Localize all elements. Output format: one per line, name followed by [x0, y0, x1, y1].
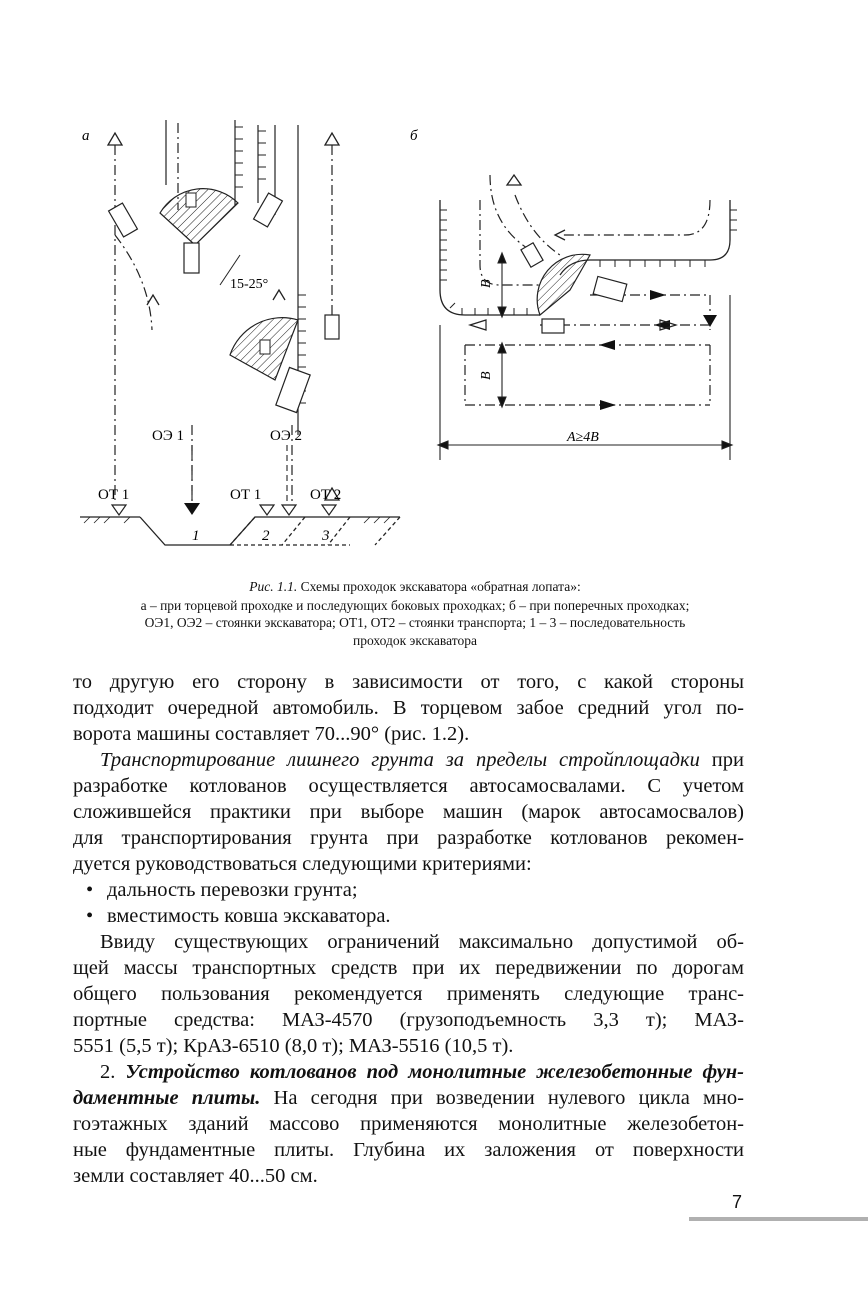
oe2-label: ОЭ 2 — [270, 428, 302, 444]
text-line: для транспортирования грунта при разработке котлованов рекомен- — [73, 827, 744, 849]
text-line: щей массы транспортных средств при их передвижении по дорогам — [73, 957, 744, 979]
oe1-label: ОЭ 1 — [152, 428, 184, 444]
pass-1-label: 1 — [192, 528, 200, 544]
text-line: даментные плиты. На сегодня при возведении нулевого цикла мно- — [73, 1087, 744, 1109]
text-line: разработке котлованов осуществляется автосамосвалами. С учетом — [73, 775, 744, 797]
angle-label: 15-25° — [230, 277, 269, 292]
figure-caption-line: а – при торцевой проходке и последующих боковых проходках; б – при поперечных проходках; — [140, 598, 690, 613]
text-line: Транспортирование лишнего грунта за пределы стройплощадки при — [100, 749, 744, 771]
dim-b-bottom: В — [479, 371, 494, 380]
text-line: 5551 (5,5 т); КрАЗ-6510 (8,0 т); МАЗ-5516 (10,5 т). — [73, 1035, 514, 1057]
text-line: общего пользования рекомендуется применять следующие транс- — [73, 983, 744, 1005]
text-line: подходит очередной автомобиль. В торцевом забое средний угол по- — [73, 697, 744, 719]
text-line: Ввиду существующих ограничений максимально допустимой об- — [100, 931, 744, 953]
dim-b-top: В — [479, 279, 494, 288]
text-line: ворота машины составляет 70...90° (рис. 1.2). — [73, 723, 470, 745]
ot2-label: ОТ 2 — [310, 487, 342, 503]
body-text — [73, 669, 744, 1189]
figure-caption-line: ОЭ1, ОЭ2 – стоянки экскаватора; ОТ1, ОТ2 – стоянки транспорта; 1 – 3 – последовательность — [144, 615, 686, 630]
pass-3-label: 3 — [322, 528, 330, 544]
list-item: • вместимость ковша экскаватора. — [73, 903, 744, 929]
text-line: портные средства: МАЗ-4570 (грузоподъемность 3,3 т); МАЗ- — [73, 1009, 744, 1031]
page-number-rule — [689, 1217, 868, 1221]
text-line: земли составляет 40...50 см. — [73, 1165, 318, 1187]
ot1-mid-label: ОТ 1 — [230, 487, 262, 503]
ot1-left-label: ОТ 1 — [98, 487, 130, 503]
text-line: то другую его сторону в зависимости от того, с какой стороны — [73, 671, 744, 693]
figure-excavator-schemes — [70, 115, 760, 570]
pass-2-label: 2 — [262, 528, 270, 544]
text-line: 2. Устройство котлованов под монолитные железобетонные фун- — [100, 1061, 744, 1083]
label-b: б — [410, 128, 418, 144]
list-item: • дальность перевозки грунта; — [73, 877, 744, 903]
text-line: ные фундаментные плиты. Глубина их заложения от поверхности — [73, 1139, 744, 1161]
text-line: сложившейся практики при выборе машин (марок автосамосвалов) — [73, 801, 744, 823]
oe1-marker — [184, 503, 200, 515]
page-number: 7 — [732, 1192, 743, 1212]
dim-a: А≥4В — [567, 430, 599, 445]
figure-caption-line: проходок экскаватора — [353, 633, 477, 648]
label-a: а — [82, 128, 90, 144]
text-line: дуется руководствоваться следующими критериями: — [73, 853, 532, 875]
text-line: гоэтажных зданий массово применяются монолитные железобетон- — [73, 1113, 744, 1135]
figure-caption-title: Рис. 1.1. Схемы проходок экскаватора «обратная лопата»: — [249, 579, 581, 594]
